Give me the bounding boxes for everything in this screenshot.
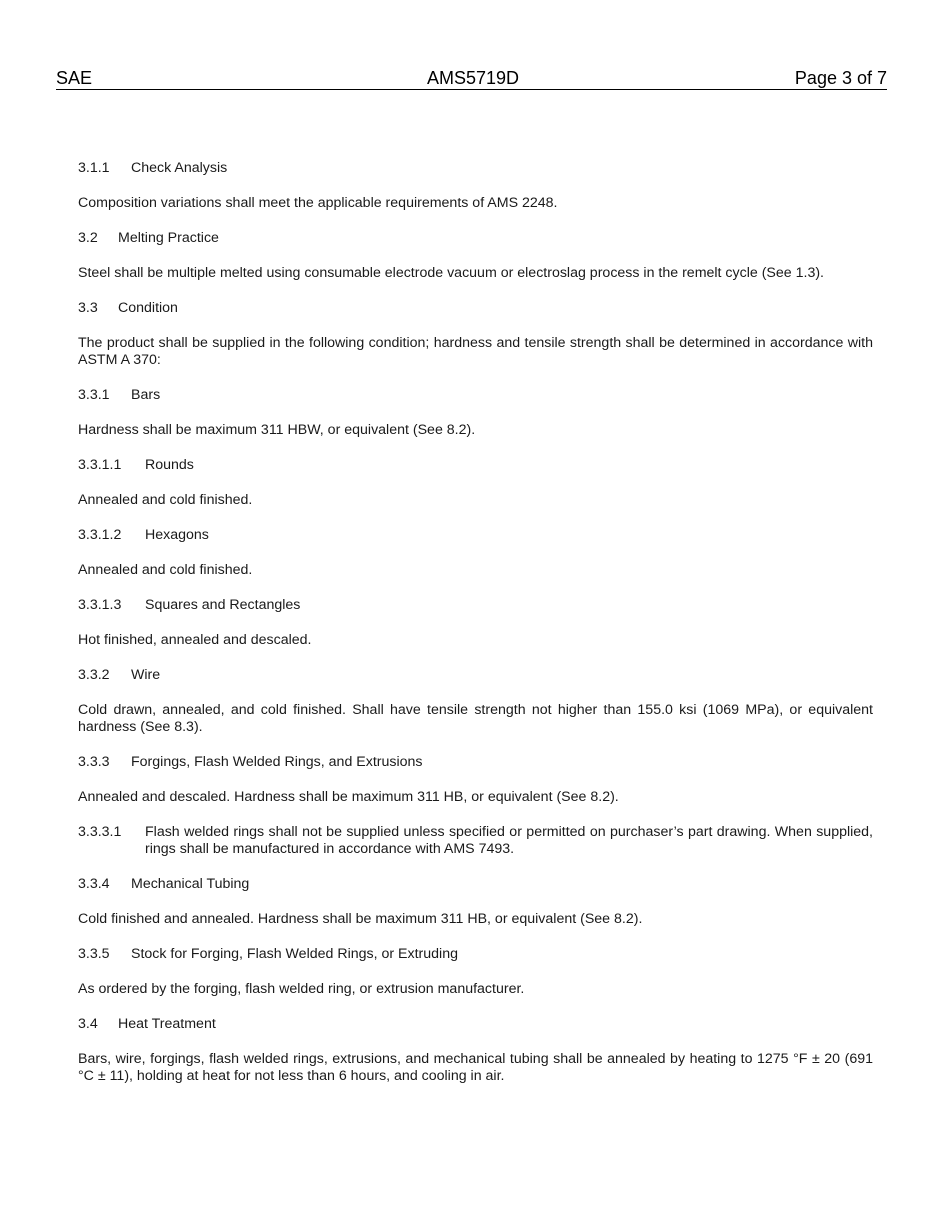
section-number: 3.3.1.3 — [78, 597, 122, 613]
section-title: Squares and Rectangles — [145, 597, 301, 613]
section-title: Mechanical Tubing — [131, 876, 250, 892]
section-paragraph: Annealed and descaled. Hardness shall be maximum 311 HB, or equivalent (See 8.2). — [78, 789, 619, 805]
section-paragraph: Flash welded rings shall not be supplied unless specified or permitted on purchaser’s part drawing. When supplied, rings shall be manufactured in accordance with AMS 7493. — [145, 824, 873, 857]
section-title: Hexagons — [145, 527, 209, 543]
section-title: Wire — [131, 667, 161, 683]
header-page-number: Page 3 of 7 — [794, 68, 887, 88]
section-heading — [78, 1016, 873, 1033]
section-heading — [78, 876, 873, 893]
header-doc-id: AMS5719D — [427, 68, 520, 88]
section-title: Check Analysis — [131, 160, 228, 176]
section-paragraph: Hot finished, annealed and descaled. — [78, 632, 312, 648]
section-number: 3.3.1.1 — [78, 457, 122, 473]
section-number: 3.3.3.1 — [78, 824, 122, 840]
section-paragraph: Bars, wire, forgings, flash welded rings, extrusions, and mechanical tubing shall be annealed by heating to 1275 °F ± 20 (691 °C ± 11), holding at heat for not less than 6 hours, and cooling in air. — [78, 1051, 873, 1084]
section-title: Heat Treatment — [118, 1016, 216, 1032]
section-paragraph: Hardness shall be maximum 311 HBW, or equivalent (See 8.2). — [78, 422, 476, 438]
section-title: Forgings, Flash Welded Rings, and Extrusions — [131, 754, 423, 770]
header-org: SAE — [56, 68, 93, 88]
section-title: Stock for Forging, Flash Welded Rings, or Extruding — [131, 946, 458, 962]
section-heading — [78, 457, 873, 474]
section-title: Rounds — [145, 457, 194, 473]
section-heading — [78, 527, 873, 544]
document-body — [78, 160, 873, 1085]
section-title: Melting Practice — [118, 230, 219, 246]
section-paragraph: As ordered by the forging, flash welded ring, or extrusion manufacturer. — [78, 981, 525, 997]
section-number: 3.3.1 — [78, 387, 110, 403]
section-heading — [78, 597, 873, 614]
section-number: 3.1.1 — [78, 160, 110, 176]
section-heading — [78, 387, 873, 404]
section-number: 3.4 — [78, 1016, 98, 1032]
page-header — [56, 68, 887, 90]
section-heading — [78, 946, 873, 963]
section-paragraph: Cold drawn, annealed, and cold finished. Shall have tensile strength not higher than 155.0 ksi (1069 MPa), or equivalent hardness (See 8.3). — [78, 702, 873, 735]
section-paragraph: The product shall be supplied in the following condition; hardness and tensile strength shall be determined in accordance with ASTM A 370: — [78, 335, 873, 368]
section-heading — [78, 230, 873, 247]
section-number: 3.3.3 — [78, 754, 110, 770]
section-number: 3.3.4 — [78, 876, 110, 892]
section-paragraph: Steel shall be multiple melted using consumable electrode vacuum or electroslag process in the remelt cycle (See 1.3). — [78, 265, 825, 281]
section-paragraph: Composition variations shall meet the applicable requirements of AMS 2248. — [78, 195, 558, 211]
section-heading — [78, 300, 873, 317]
section-paragraph: Cold finished and annealed. Hardness shall be maximum 311 HB, or equivalent (See 8.2). — [78, 911, 643, 927]
section-title: Bars — [131, 387, 161, 403]
section-heading — [78, 754, 873, 771]
section-number: 3.3.5 — [78, 946, 110, 962]
section-number: 3.3.2 — [78, 667, 110, 683]
section-heading — [78, 160, 873, 177]
section-title: Condition — [118, 300, 178, 316]
section-number: 3.3.1.2 — [78, 527, 122, 543]
section-paragraph: Annealed and cold finished. — [78, 492, 253, 508]
section-heading — [78, 667, 873, 684]
section-paragraph: Annealed and cold finished. — [78, 562, 253, 578]
numbered-paragraph — [78, 824, 873, 858]
section-number: 3.3 — [78, 300, 98, 316]
section-number: 3.2 — [78, 230, 98, 246]
